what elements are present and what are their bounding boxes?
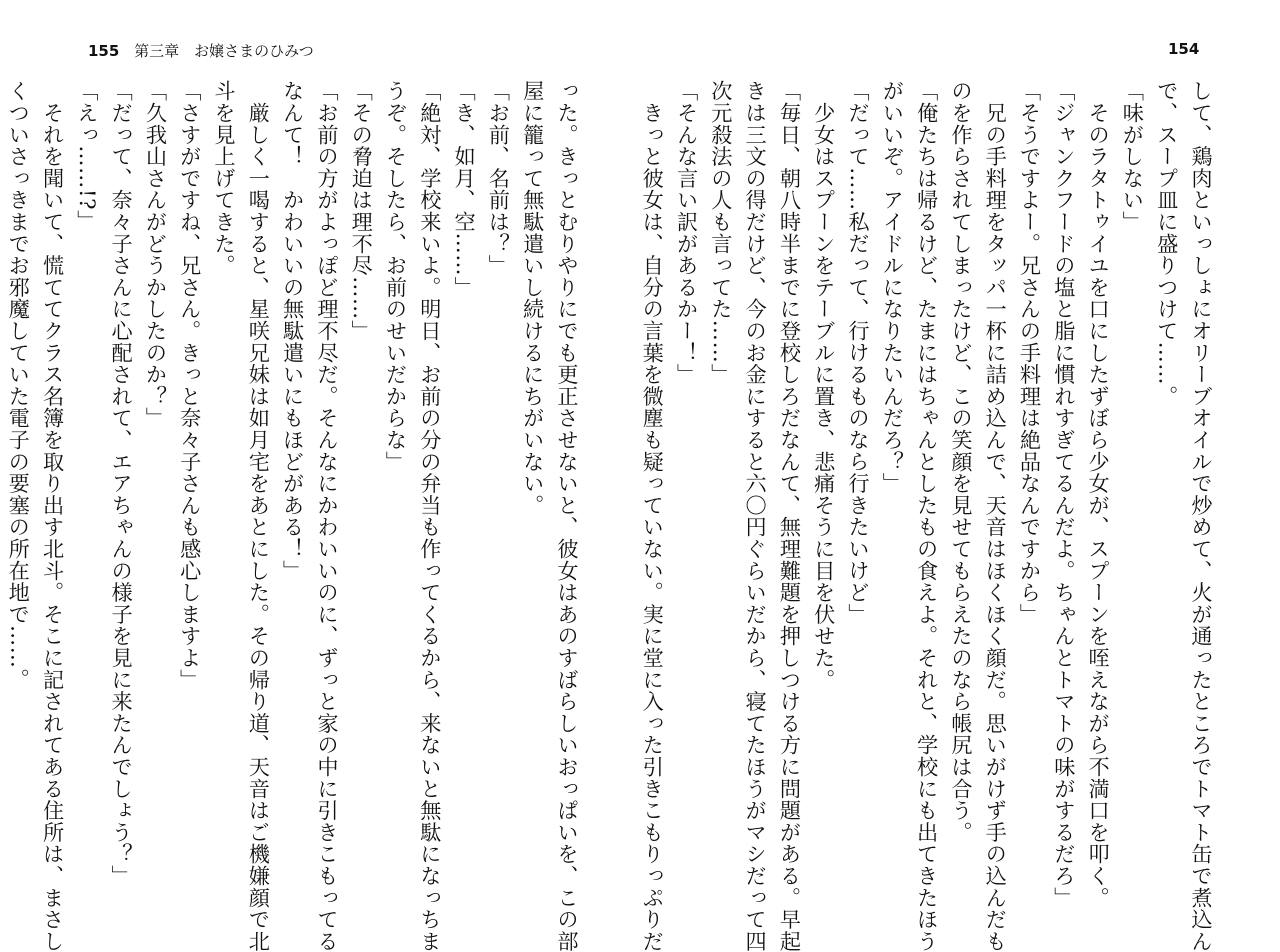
text-line: 次元殺法の人も言ってた……」 xyxy=(708,80,734,386)
text-line: なんて！ かわいいの無駄遣いにもほどがある！」 xyxy=(280,80,306,582)
text-line: 「お前、名前は？」 xyxy=(486,80,512,277)
right-page-text xyxy=(640,80,1218,952)
text-line: 「その脅迫は理不尽……」 xyxy=(349,80,375,342)
text-line: がいいぞ。アイドルになりたいんだろ？」 xyxy=(880,80,906,495)
text-line: 「き、如月、空……」 xyxy=(452,80,478,298)
left-page-text xyxy=(6,80,584,952)
text-line: 「ジャンクフードの塩と脂に慣れすぎてるんだよ。ちゃんとトマトの味がするだろ」 xyxy=(1051,80,1077,909)
text-line: 「お前の方がよっぽど理不尽だ。そんなにかわいいのに、ずっと家の中に引きこもってる xyxy=(314,80,340,952)
text-line: 兄の手料理をタッパ一杯に詰め込んで、天音はほくほく顔だ。思いがけず手の込んだも xyxy=(983,80,1009,952)
text-line: 少女はスプーンをテーブルに置き、悲痛そうに目を伏せた。 xyxy=(811,80,837,691)
text-line: 厳しく一喝すると、星咲兄妹は如月宅をあとにした。その帰り道、天音はご機嫌顔で北 xyxy=(246,80,272,952)
text-line: きっと彼女は、自分の言葉を微塵も疑っていない。実に堂に入った引きこもりっぷりだ xyxy=(640,80,666,952)
text-line: 「そうですよー。兄さんの手料理は絶品なんですから」 xyxy=(1017,80,1043,625)
text-line: それを聞いて、慌ててクラス名簿を取り出す北斗。そこに記されてある住所は、まさし xyxy=(40,80,66,952)
text-line: うぞ。そしたら、お前のせいだからな」 xyxy=(383,80,409,473)
text-line: 「俺たちは帰るけど、たまにはちゃんとしたもの食えよ。それと、学校にも出てきたほう xyxy=(914,80,940,952)
text-line: 「絶対、学校来いよ。明日、お前の分の弁当も作ってくるから、来ないと無駄になっちま xyxy=(417,80,443,952)
text-line: そのラタトゥイユを口にしたずぼら少女が、スプーンを咥えながら不満口を叩く。 xyxy=(1086,80,1112,909)
left-page-header xyxy=(88,40,314,61)
text-line: 「味がしない」 xyxy=(1120,80,1146,233)
right-page-number: 154 xyxy=(1168,40,1200,58)
text-line: 斗を見上げてきた。 xyxy=(212,80,238,277)
page-gutter xyxy=(640,0,641,902)
left-page-number: 155 xyxy=(88,42,120,60)
text-line: 「毎日、朝八時半までに登校しろだなんて、無理難題を押しつける方に問題がある。早起 xyxy=(777,80,803,952)
text-line: で、スープ皿に盛りつけて……。 xyxy=(1154,80,1180,407)
running-head: 第三章 お嬢さまのひみつ xyxy=(134,42,314,60)
text-line: 「えっ……!?」 xyxy=(74,80,100,232)
text-line: のを作らされてしまったけど、この笑顔を見せてもらえたのなら帳尻は合う。 xyxy=(948,80,974,843)
text-line: 「さすがですね、兄さん。きっと奈々子さんも感心しますよ」 xyxy=(177,80,203,691)
text-line: 屋に籠って無駄遣いし続けるにちがいない。 xyxy=(520,80,546,516)
text-line: きは三文の得だけど、今のお金にすると六〇円ぐらいだから、寝てたほうがマシだって四 xyxy=(743,80,769,952)
text-line: くついさっきまでお邪魔していた電子の要塞の所在地で……。 xyxy=(6,80,32,691)
text-line: 「だって……私だって、行けるものなら行きたいけど」 xyxy=(846,80,872,625)
text-line: 「だって、奈々子さんに心配されて、エアちゃんの様子を見に来たんでしょう？」 xyxy=(109,80,135,887)
text-line: 「久我山さんがどうかしたのか？」 xyxy=(143,80,169,429)
text-line: った。きっとむりやりにでも更正させないと、彼女はあのすばらしいおっぱいを、この部 xyxy=(555,80,580,952)
text-line: 「そんな言い訳があるかー！」 xyxy=(674,80,700,386)
text-line: して、鶏肉といっしょにオリーブオイルで炒めて、火が通ったところでトマト缶で煮込ん xyxy=(1189,80,1214,952)
